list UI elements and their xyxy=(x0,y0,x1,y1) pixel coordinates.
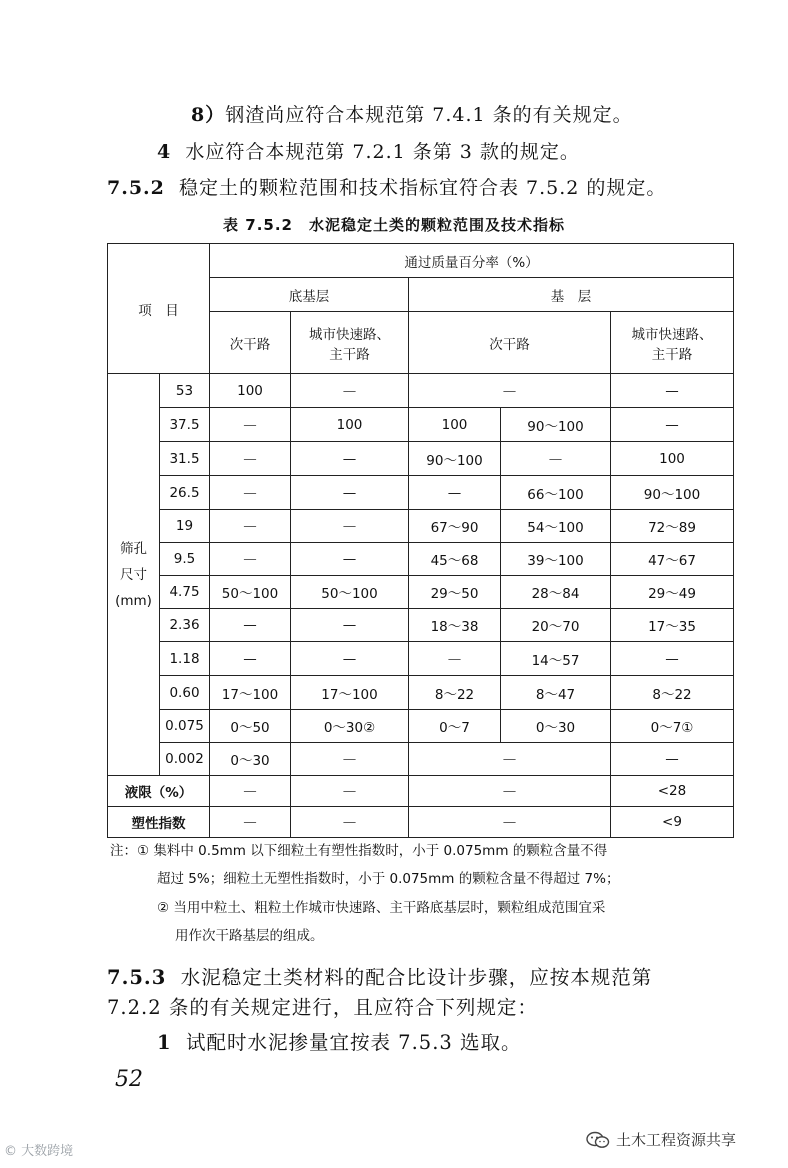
table-cell: 29～49 xyxy=(611,576,734,609)
table-cell: — xyxy=(210,609,291,642)
table-cell: — xyxy=(291,807,409,838)
sieve-size: 31.5 xyxy=(160,442,210,476)
sieve-size: 4.75 xyxy=(160,576,210,609)
table-cell: 100 xyxy=(291,408,409,442)
sieve-size: 26.5 xyxy=(160,476,210,510)
table-cell: 0～30② xyxy=(291,710,409,743)
clause-number: 7.5.3 xyxy=(107,966,167,989)
table-cell: 17～100 xyxy=(291,676,409,710)
table-cell: 0～30 xyxy=(210,743,291,776)
note-1-line-2: 超过 5%；细粒土无塑性指数时，小于 0.075mm 的颗粒含量不得超过 7%； xyxy=(157,871,620,887)
table-cell: — xyxy=(409,642,501,676)
sieve-size: 2.36 xyxy=(160,609,210,642)
wechat-icon xyxy=(586,1131,610,1149)
table-cell: 50～100 xyxy=(210,576,291,609)
table-cell: — xyxy=(501,442,611,476)
note-1-line-1: 注：① 集料中 0.5mm 以下细粒土有塑性指数时，小于 0.075mm 的颗粒含量不得 xyxy=(110,843,608,859)
table-cell: — xyxy=(210,776,291,807)
grading-table xyxy=(107,243,734,838)
pass-rate-header: 通过质量百分率（%） xyxy=(210,244,734,278)
table-cell: 90～100 xyxy=(409,442,501,476)
table-cell: — xyxy=(409,776,611,807)
liquid-limit-label: 液限（%） xyxy=(108,776,210,807)
table-cell: 29～50 xyxy=(409,576,501,609)
note-2-line-2: 用作次干路基层的组成。 xyxy=(175,928,324,944)
table-cell: — xyxy=(291,642,409,676)
table-cell: 18～38 xyxy=(409,609,501,642)
item-number: 1 xyxy=(157,1031,172,1054)
table-cell: 8～47 xyxy=(501,676,611,710)
clause-text: 稳定土的颗粒范围和技术指标宜符合表 7.5.2 的规定。 xyxy=(178,177,667,199)
table-cell: — xyxy=(611,743,734,776)
table-cell: 47～67 xyxy=(611,543,734,576)
subbase-secondary-header: 次干路 xyxy=(210,312,291,374)
plasticity-index-label: 塑性指数 xyxy=(108,807,210,838)
watermark-left-text: 大数跨境 xyxy=(21,1144,74,1159)
subbase-urban-header xyxy=(291,312,409,374)
line-text: 水应符合本规范第 7.2.1 条第 3 款的规定。 xyxy=(185,141,580,163)
table-cell: 0～50 xyxy=(210,710,291,743)
table-cell: 8～22 xyxy=(409,676,501,710)
table-cell: 14～57 xyxy=(501,642,611,676)
table-cell: — xyxy=(611,408,734,442)
table-cell: — xyxy=(210,476,291,510)
table-cell: — xyxy=(291,476,409,510)
table-cell: 20～70 xyxy=(501,609,611,642)
table-cell: 28～84 xyxy=(501,576,611,609)
table-cell: — xyxy=(210,408,291,442)
table-cell: — xyxy=(291,743,409,776)
table-cell: 0～7 xyxy=(409,710,501,743)
table-cell: — xyxy=(210,807,291,838)
header-line: 城市快速路、 xyxy=(309,326,390,343)
table-cell: — xyxy=(291,510,409,543)
table-cell: — xyxy=(210,442,291,476)
table-cell: 45～68 xyxy=(409,543,501,576)
table-cell: 50～100 xyxy=(291,576,409,609)
clause-text: 7.2.2 条的有关规定进行，且应符合下列规定： xyxy=(107,996,538,1019)
clause-7-5-3 xyxy=(107,962,652,990)
table-cell: 0～7① xyxy=(611,710,734,743)
table-cell: — xyxy=(409,374,611,408)
table-cell: 72～89 xyxy=(611,510,734,543)
table-cell: 39～100 xyxy=(501,543,611,576)
table-cell: <28 xyxy=(611,776,734,807)
base-header: 基 层 xyxy=(409,278,734,312)
table-cell: — xyxy=(210,642,291,676)
sieve-label-line: 尺寸 xyxy=(120,566,147,583)
table-cell: <9 xyxy=(611,807,734,838)
header-line: 主干路 xyxy=(329,346,370,363)
watermark-logo-icon: © xyxy=(4,1144,17,1159)
sieve-label-line: 筛孔 xyxy=(120,540,147,557)
table-cell: 90～100 xyxy=(501,408,611,442)
header-line: 主干路 xyxy=(651,346,693,363)
table-cell: 100 xyxy=(611,442,734,476)
table-cell: — xyxy=(291,442,409,476)
table-cell: 67～90 xyxy=(409,510,501,543)
table-cell: — xyxy=(409,807,611,838)
note-2-line-1: ② 当用中粒土、粗粒土作城市快速路、主干路底基层时，颗粒组成范围宜采 xyxy=(157,900,606,916)
table-cell: 8～22 xyxy=(611,676,734,710)
clause-item-1 xyxy=(157,1027,522,1055)
table-cell: — xyxy=(291,776,409,807)
item-text: 试配时水泥掺量宜按表 7.5.3 选取。 xyxy=(185,1031,522,1054)
clause-text: 水泥稳定土类材料的配合比设计步骤，应按本规范第 xyxy=(180,966,653,989)
sieve-label xyxy=(108,374,160,776)
sieve-size: 0.60 xyxy=(160,676,210,710)
header-line: 城市快速路、 xyxy=(631,326,713,343)
sieve-size: 9.5 xyxy=(160,543,210,576)
sieve-size: 0.002 xyxy=(160,743,210,776)
sieve-size: 0.075 xyxy=(160,710,210,743)
table-cell: 17～35 xyxy=(611,609,734,642)
table-cell: 17～100 xyxy=(210,676,291,710)
table-cell: 54～100 xyxy=(501,510,611,543)
table-cell: — xyxy=(409,476,501,510)
line-text: 钢渣尚应符合本规范第 7.4.1 条的有关规定。 xyxy=(225,104,633,126)
table-cell: — xyxy=(291,543,409,576)
subbase-header: 底基层 xyxy=(210,278,409,312)
table-cell: 100 xyxy=(210,374,291,408)
clause-number: 7.5.2 xyxy=(107,177,165,199)
table-cell: — xyxy=(611,374,734,408)
watermark-right-text: 土木工程资源共享 xyxy=(616,1131,737,1149)
base-secondary-header: 次干路 xyxy=(409,312,611,374)
sieve-size: 37.5 xyxy=(160,408,210,442)
sieve-size: 1.18 xyxy=(160,642,210,676)
sieve-size: 19 xyxy=(160,510,210,543)
table-cell: — xyxy=(210,510,291,543)
clause-7-5-2 xyxy=(107,173,666,200)
watermark-right xyxy=(586,1129,736,1150)
table-cell: 100 xyxy=(409,408,501,442)
table-cell: 90～100 xyxy=(611,476,734,510)
table-cell: — xyxy=(210,543,291,576)
sieve-size: 53 xyxy=(160,374,210,408)
table-cell: — xyxy=(611,642,734,676)
table-cell: — xyxy=(291,374,409,408)
table-cell: — xyxy=(409,743,611,776)
line-steel-slag xyxy=(191,100,633,127)
sieve-label-line: (mm) xyxy=(115,592,152,609)
page-number: 52 xyxy=(115,1067,143,1092)
watermark-left xyxy=(4,1140,73,1159)
line-water xyxy=(157,137,580,164)
table-cell: 0～30 xyxy=(501,710,611,743)
base-urban-header xyxy=(611,312,734,374)
list-marker: 8） xyxy=(191,104,226,126)
item-header: 项 目 xyxy=(108,244,210,374)
table-caption: 表 7.5.2 水泥稳定土类的颗粒范围及技术指标 xyxy=(223,216,565,234)
list-marker: 4 xyxy=(157,141,172,163)
table-cell: — xyxy=(291,609,409,642)
clause-7-5-3-cont xyxy=(107,992,538,1020)
table-cell: 66～100 xyxy=(501,476,611,510)
